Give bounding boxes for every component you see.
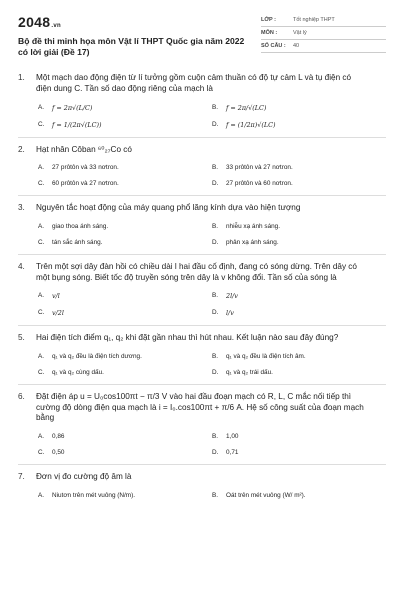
option-text: q₁ và q₂ trái dấu. xyxy=(226,369,273,377)
option-text: tán sắc ánh sáng. xyxy=(52,239,103,247)
option-key: A. xyxy=(38,491,45,499)
option-key: B. xyxy=(212,223,219,231)
option-text: l/v xyxy=(226,309,234,318)
answer-option[interactable] xyxy=(212,223,386,230)
question-block xyxy=(18,195,386,254)
option-key: B. xyxy=(212,292,219,300)
option-text: phản xạ ánh sáng. xyxy=(226,239,279,247)
question-line xyxy=(18,73,386,94)
option-text: v/2l xyxy=(52,309,64,318)
question-number: 2. xyxy=(18,144,25,154)
answer-options xyxy=(18,164,386,187)
question-text: Hạt nhân Côban ⁶⁰₂₇Co có xyxy=(36,144,132,154)
option-key: B. xyxy=(212,491,219,499)
option-text: 0,71 xyxy=(226,449,239,457)
option-text: Oát trên mét vuông (W/ m²). xyxy=(226,491,306,499)
answer-options xyxy=(18,492,386,499)
answer-option[interactable] xyxy=(212,369,386,376)
option-text: 27 prôtôn và 33 nơtron. xyxy=(52,164,119,172)
meta-row xyxy=(261,14,386,27)
option-key: C. xyxy=(38,369,45,377)
answer-option[interactable] xyxy=(212,292,386,300)
option-text: f = (1/2π)√(LC) xyxy=(226,120,276,129)
option-key: A. xyxy=(38,103,45,111)
answer-option[interactable] xyxy=(38,239,212,246)
option-text: nhiễu xạ ánh sáng. xyxy=(226,223,281,231)
option-text: Niutơn trên mét vuông (N/m). xyxy=(52,491,136,499)
option-text: 0,50 xyxy=(52,449,65,457)
option-key: B. xyxy=(212,103,219,111)
answer-option[interactable] xyxy=(38,223,212,230)
answer-option[interactable] xyxy=(38,104,212,112)
answer-option[interactable] xyxy=(38,121,212,129)
option-text: q₁ và q₂ đều là điện tích âm. xyxy=(226,353,306,361)
question-number: 7. xyxy=(18,472,25,482)
meta-value: Vật lý xyxy=(293,30,307,36)
answer-options xyxy=(18,223,386,246)
option-key: D. xyxy=(212,449,219,457)
answer-option[interactable] xyxy=(212,104,386,112)
question-line xyxy=(18,472,386,483)
answer-option[interactable] xyxy=(38,309,212,317)
meta-label: MÔN : xyxy=(261,30,278,36)
option-key: D. xyxy=(212,120,219,128)
option-key: C. xyxy=(38,180,45,188)
question-block xyxy=(18,254,386,325)
option-key: A. xyxy=(38,164,45,172)
meta-table xyxy=(261,14,386,57)
option-text: q₁ và q₂ cùng dấu. xyxy=(52,369,104,377)
option-key: B. xyxy=(212,433,219,441)
meta-row xyxy=(261,27,386,40)
question-number: 1. xyxy=(18,73,25,83)
answer-option[interactable] xyxy=(38,449,212,456)
answer-option[interactable] xyxy=(38,164,212,171)
question-number: 5. xyxy=(18,333,25,343)
option-key: D. xyxy=(212,180,219,188)
answer-options xyxy=(18,433,386,456)
option-key: A. xyxy=(38,433,45,441)
answer-option[interactable] xyxy=(38,353,212,360)
answer-option[interactable] xyxy=(212,309,386,317)
question-text: Đơn vị đo cường độ âm là xyxy=(36,472,132,482)
question-text: Hai điện tích điểm q₁, q₂ khi đặt gần nhau thì hút nhau. Kết luận nào sau đây đúng? xyxy=(36,333,339,343)
question-text: Nguyên tắc hoạt động của máy quang phổ lăng kính dựa vào hiện tượng xyxy=(36,203,301,213)
answer-option[interactable] xyxy=(38,369,212,376)
option-text: 0,86 xyxy=(52,433,65,441)
option-text: giao thoa ánh sáng. xyxy=(52,223,109,231)
option-text: 2l/v xyxy=(226,292,238,301)
answer-option[interactable] xyxy=(212,492,386,499)
meta-row xyxy=(261,40,386,53)
option-key: C. xyxy=(38,239,45,247)
header xyxy=(18,14,386,57)
meta-label: LỚP : xyxy=(261,17,276,23)
option-text: 33 prôtôn và 27 nơtron. xyxy=(226,164,293,172)
option-text: 27 prôtôn và 60 nơtron. xyxy=(226,180,293,188)
question-text: Một mạch dao động điện từ lí tưởng gồm cuộn cảm thuần có độ tự cảm L và tụ điện có điện dung C. Tần số dao động riêng của mạch là xyxy=(36,73,352,94)
meta-label: SỐ CÂU : xyxy=(261,43,286,49)
question-line xyxy=(18,333,386,344)
brand-logo[interactable] xyxy=(18,14,248,30)
answer-options xyxy=(18,353,386,376)
option-text: f = 2π√(L/C) xyxy=(52,103,93,112)
answer-option[interactable] xyxy=(212,164,386,171)
meta-value: Tốt nghiệp THPT xyxy=(293,17,335,23)
answer-option[interactable] xyxy=(212,433,386,440)
question-text: Đặt điện áp u = U₀cos100πt − π/3 V vào hai đầu đoạn mạch có R, L, C mắc nối tiếp thì cường độ dòng điện qua mạch là i = I₀.cos100πt + π/6 A. Hệ số công suất của đoạn mạch bằng xyxy=(36,392,364,423)
question-line xyxy=(18,145,386,156)
option-key: D. xyxy=(212,369,219,377)
page-title: Bộ đề thi minh họa môn Vật lí THPT Quốc gia năm 2022 có lời giải (Đề 17) xyxy=(18,36,245,57)
option-text: f = 1/(2π√(LC)) xyxy=(52,120,102,129)
question-block xyxy=(18,73,386,136)
question-block xyxy=(18,137,386,196)
question-text: Trên một sợi dây đàn hồi có chiều dài l hai đầu cố định, đang có sóng dừng. Trên dây có một bụng sóng. Biết tốc độ truyền sóng trên dây là v không đổi. Tần số của sóng là xyxy=(36,262,357,282)
question-block xyxy=(18,325,386,384)
answer-option[interactable] xyxy=(212,353,386,360)
answer-option[interactable] xyxy=(38,180,212,187)
option-key: C. xyxy=(38,120,45,128)
brand-name: 2048 xyxy=(18,14,51,30)
question-line xyxy=(18,392,386,424)
answer-option[interactable] xyxy=(212,121,386,129)
option-text: q₁ và q₂ đều là điện tích dương. xyxy=(52,353,142,361)
question-line xyxy=(18,262,386,283)
option-key: D. xyxy=(212,239,219,247)
answer-options xyxy=(18,292,386,317)
option-text: 1,00 xyxy=(226,433,239,441)
option-key: A. xyxy=(38,353,45,361)
option-key: C. xyxy=(38,309,45,317)
option-text: 60 prôtôn và 27 nơtron. xyxy=(52,180,119,188)
meta-value: 40 xyxy=(293,43,300,49)
option-key: C. xyxy=(38,449,45,457)
option-key: B. xyxy=(212,353,219,361)
answer-options xyxy=(18,104,386,129)
question-number: 3. xyxy=(18,203,25,213)
question-line xyxy=(18,203,386,214)
header-left xyxy=(18,14,248,57)
answer-option[interactable] xyxy=(212,239,386,246)
answer-option[interactable] xyxy=(212,449,386,456)
question-number: 4. xyxy=(18,262,25,272)
option-text: v/l xyxy=(52,292,60,301)
answer-option[interactable] xyxy=(212,180,386,187)
answer-option[interactable] xyxy=(38,292,212,300)
question-block xyxy=(18,464,386,507)
option-text: f = 2π/√(LC) xyxy=(226,103,267,112)
question-block xyxy=(18,384,386,464)
option-key: A. xyxy=(38,223,45,231)
brand-suffix: .vn xyxy=(51,23,61,29)
question-list xyxy=(18,73,386,506)
option-key: A. xyxy=(38,292,45,300)
answer-option[interactable] xyxy=(38,433,212,440)
option-key: D. xyxy=(212,309,219,317)
option-key: B. xyxy=(212,164,219,172)
question-number: 6. xyxy=(18,392,25,402)
answer-option[interactable] xyxy=(38,492,212,499)
